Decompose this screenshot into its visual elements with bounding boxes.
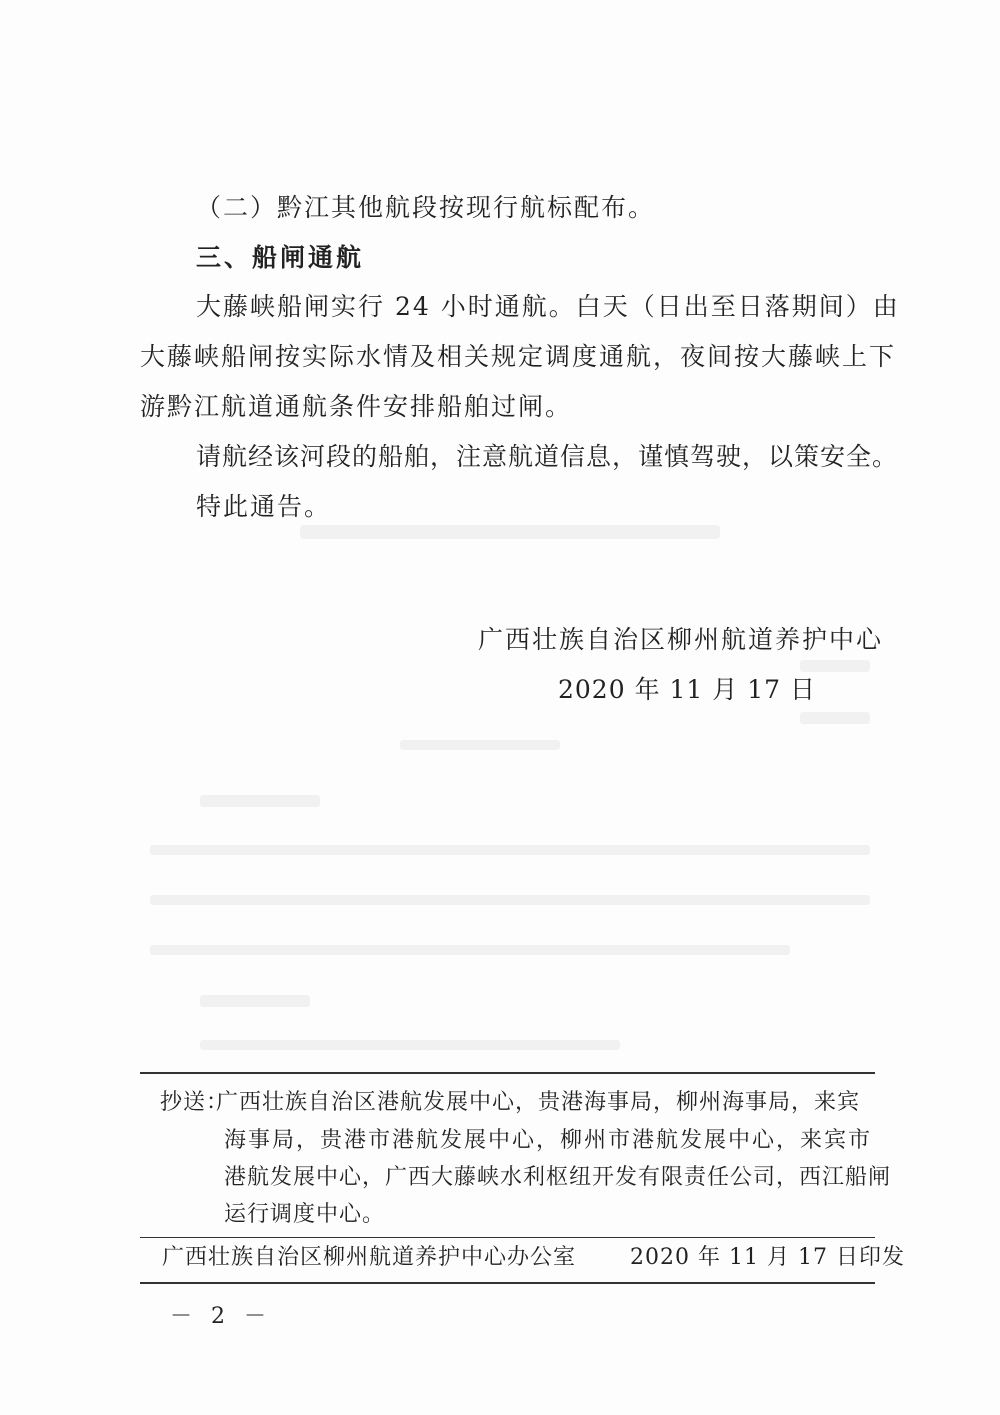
cc-line-4: 运行调度中心。 — [224, 1202, 386, 1227]
bleed-through-mark — [300, 525, 720, 539]
cc-line-3: 港航发展中心，广西大藤峡水利枢纽开发有限责任公司，西江船闸 — [224, 1165, 892, 1190]
bleed-through-mark — [200, 1040, 620, 1050]
bleed-through-mark — [800, 660, 870, 672]
section-two-item: （二）黔江其他航段按现行航标配布。 — [196, 193, 656, 222]
cc-line-1: 广西壮族自治区港航发展中心，贵港海事局，柳州海事局，来宾 — [216, 1090, 861, 1115]
bleed-through-mark — [200, 795, 320, 807]
section-three-heading: 三、船闸通航 — [196, 243, 365, 272]
signature-organization: 广西壮族自治区柳州航道养护中心 — [478, 625, 884, 654]
cc-bottom-rule — [140, 1237, 875, 1238]
closing-text: 特此通告。 — [196, 492, 332, 521]
bleed-through-mark — [150, 945, 790, 955]
bleed-through-mark — [800, 712, 870, 724]
bleed-through-mark — [150, 895, 870, 905]
paragraph-line-2: 大藤峡船闸按实际水情及相关规定调度通航，夜间按大藤峡上下 — [140, 342, 897, 371]
paragraph-line-1: 大藤峡船闸实行 24 小时通航。白天（日出至日落期间）由 — [196, 292, 900, 321]
reminder-text: 请航经该河段的船舶，注意航道信息，谨慎驾驶，以策安全。 — [196, 442, 899, 471]
bleed-through-mark — [400, 740, 560, 750]
bleed-through-mark — [150, 845, 870, 855]
paragraph-line-3: 游黔江航道通航条件安排船舶过闸。 — [140, 392, 573, 421]
cc-line-2: 海事局，贵港市港航发展中心，柳州市港航发展中心，来宾市 — [224, 1128, 873, 1153]
signature-date: 2020 年 11 月 17 日 — [558, 675, 816, 704]
issue-date: 2020 年 11 月 17 日印发 — [630, 1245, 905, 1270]
issuing-office: 广西壮族自治区柳州航道养护中心办公室 — [162, 1245, 577, 1270]
page-number: － 2 － — [170, 1304, 272, 1329]
cc-label: 抄送： — [160, 1090, 230, 1115]
cc-top-rule — [140, 1072, 875, 1074]
bleed-through-mark — [200, 995, 310, 1007]
footer-bottom-rule — [140, 1282, 875, 1284]
